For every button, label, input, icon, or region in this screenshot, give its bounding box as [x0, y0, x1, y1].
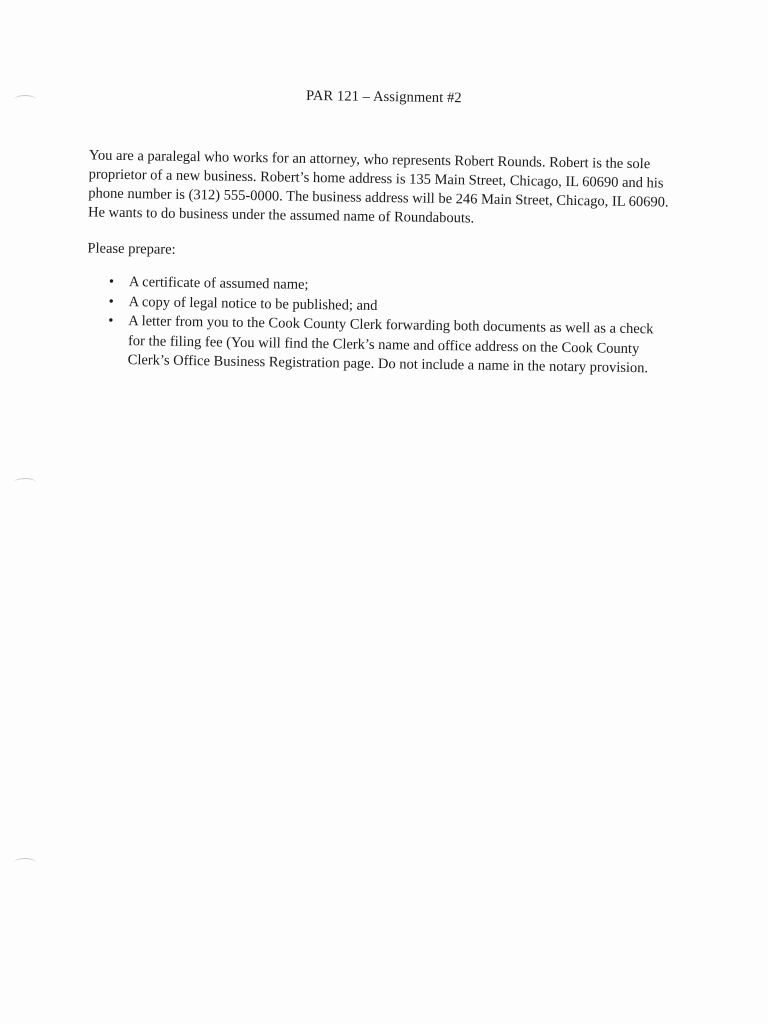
bullet-icon: •	[108, 312, 114, 329]
scenario-paragraph: You are a paralegal who works for an attorney, who represents Robert Rounds. Robert is the sole proprietor of a new business. Robert’s home address is 135 Main Street, Chicago, IL 60690 and his phone number is (312) 555-0000. The business address will be 246 Main Street, Chicago, IL 60690. He wants to do business under the assumed name of Roundabouts.	[87, 147, 669, 227]
bullet-icon: •	[108, 293, 114, 310]
bullet-icon: •	[108, 273, 115, 290]
task-list	[86, 272, 667, 379]
list-item-text: A copy of legal notice to be published; and	[128, 293, 378, 314]
list-item-text: A certificate of assumed name;	[128, 274, 309, 293]
list-item	[86, 311, 667, 379]
document-title: PAR 121 – Assignment #2	[305, 87, 462, 107]
list-item-text: A letter from you to the Cook County Clerk forwarding both documents as well as a check for the filing fee (You will find the Clerk’s name and office address on the Cook County Clerk’s Office Business Registration page. Do not include a name in the notary provision.	[127, 313, 654, 377]
instruction-paragraph: Please prepare:	[87, 240, 176, 258]
